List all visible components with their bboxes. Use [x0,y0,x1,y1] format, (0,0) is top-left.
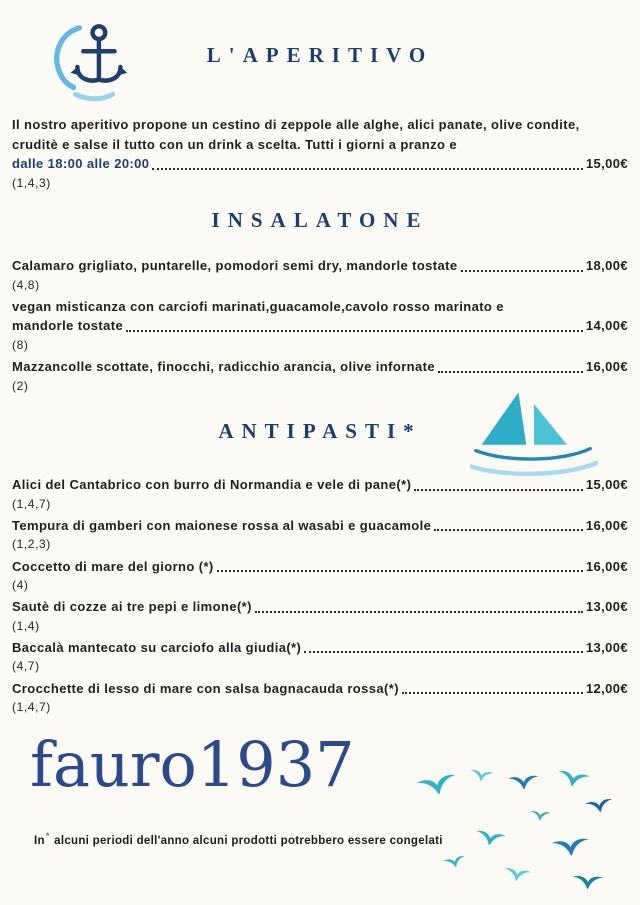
section-title-antipasti: ANTIPASTI* [218,418,422,443]
aperitivo-hours: dalle 18:00 alle 20:00 [12,156,150,172]
menu-item [12,638,628,675]
item-row [12,557,628,577]
item-price: 16,00€ [585,558,628,574]
item-price: 13,00€ [585,639,628,655]
menu-item [12,597,628,634]
dotted-leader [402,692,583,694]
aperitivo-price: 15,00€ [585,156,628,172]
dotted-leader [414,489,583,491]
allergen-codes: (1,4,7) [12,700,51,715]
section-title-aperitivo: L'APERITIVO [206,43,434,67]
item-price: 12,00€ [585,680,628,696]
allergen-codes: (2) [12,378,29,393]
allergen-codes: (8) [12,337,29,352]
dotted-leader [126,330,583,332]
aperitivo-description [12,115,628,191]
allergen-codes: (1,4) [12,618,40,633]
menu-item [12,297,628,353]
menu-item [12,516,628,553]
item-row [12,357,628,377]
sailboat-icon [470,388,598,486]
dotted-leader [255,611,583,613]
item-price: 18,00€ [585,258,628,274]
anchor-icon [50,18,140,108]
item-price: 14,00€ [585,318,628,334]
note-text-rest: alcuni periodi dell'anno alcuni prodotti potrebbero essere congelati [50,835,443,848]
restaurant-logo: fauro1937 [30,728,355,802]
item-name-line1: vegan misticanza con carciofi marinati,guacamole,cavolo rosso marinato e [12,298,504,314]
item-name: mandorle tostate [12,318,124,334]
menu-item [12,256,628,293]
antipasti-items [12,475,628,715]
item-name: Alici del Cantabrico con burro di Normandia e vele di pane(*) [12,477,412,493]
dotted-leader [438,371,583,373]
allergen-codes: (4,8) [12,277,40,292]
dotted-leader [152,168,582,170]
item-price: 16,00€ [585,359,628,375]
dotted-leader [434,529,583,531]
item-name: Coccetto di mare del giorno (*) [12,558,214,574]
aperitivo-text: Il nostro aperitivo propone un cestino di zeppole alle alghe, alici panate, olive condite, cruditè e salse il tutto con un drink a scelta. Tutti i giorni a pranzo e [12,117,580,152]
dotted-leader [217,570,583,572]
item-price: 13,00€ [585,599,628,615]
dotted-leader [304,651,583,653]
allergen-codes: (4) [12,578,29,593]
allergen-codes: (4,7) [12,659,40,674]
aperitivo-price-row [12,154,628,174]
item-name: Tempura di gamberi con maionese rossa al wasabi e guacamole [12,517,432,533]
note-text-start: In [34,835,45,848]
insalatone-items [12,256,628,394]
allergen-codes: (1,2,3) [12,537,51,552]
item-name: Calamaro grigliato, puntarelle, pomodori semi dry, mandorle tostate [12,258,458,274]
item-row [12,597,628,617]
item-name: Crocchette di lesso di mare con salsa bagnacauda rossa(*) [12,680,399,696]
item-price: 15,00€ [585,477,628,493]
dotted-leader [461,270,583,272]
green-asterisk-icon: * [45,831,50,842]
menu-item [12,557,628,594]
item-row [12,638,628,658]
item-name: Mazzancolle scottate, finocchi, radicchio arancia, olive infornate [12,359,436,375]
item-price: 16,00€ [585,517,628,533]
allergen-codes: (1,4,7) [12,496,51,511]
menu-item [12,679,628,716]
section-title-insalatone: INSALATONE [211,207,429,232]
allergen-codes: (1,4,3) [12,175,51,190]
item-row [12,256,628,276]
item-name: Baccalà mantecato su carciofo alla giudia(*) [12,639,302,655]
item-row [12,679,628,699]
item-name: Sautè di cozze ai tre pepi e limone(*) [12,599,252,615]
item-row [12,316,628,336]
seagulls-icon [411,761,626,903]
item-row [12,516,628,536]
